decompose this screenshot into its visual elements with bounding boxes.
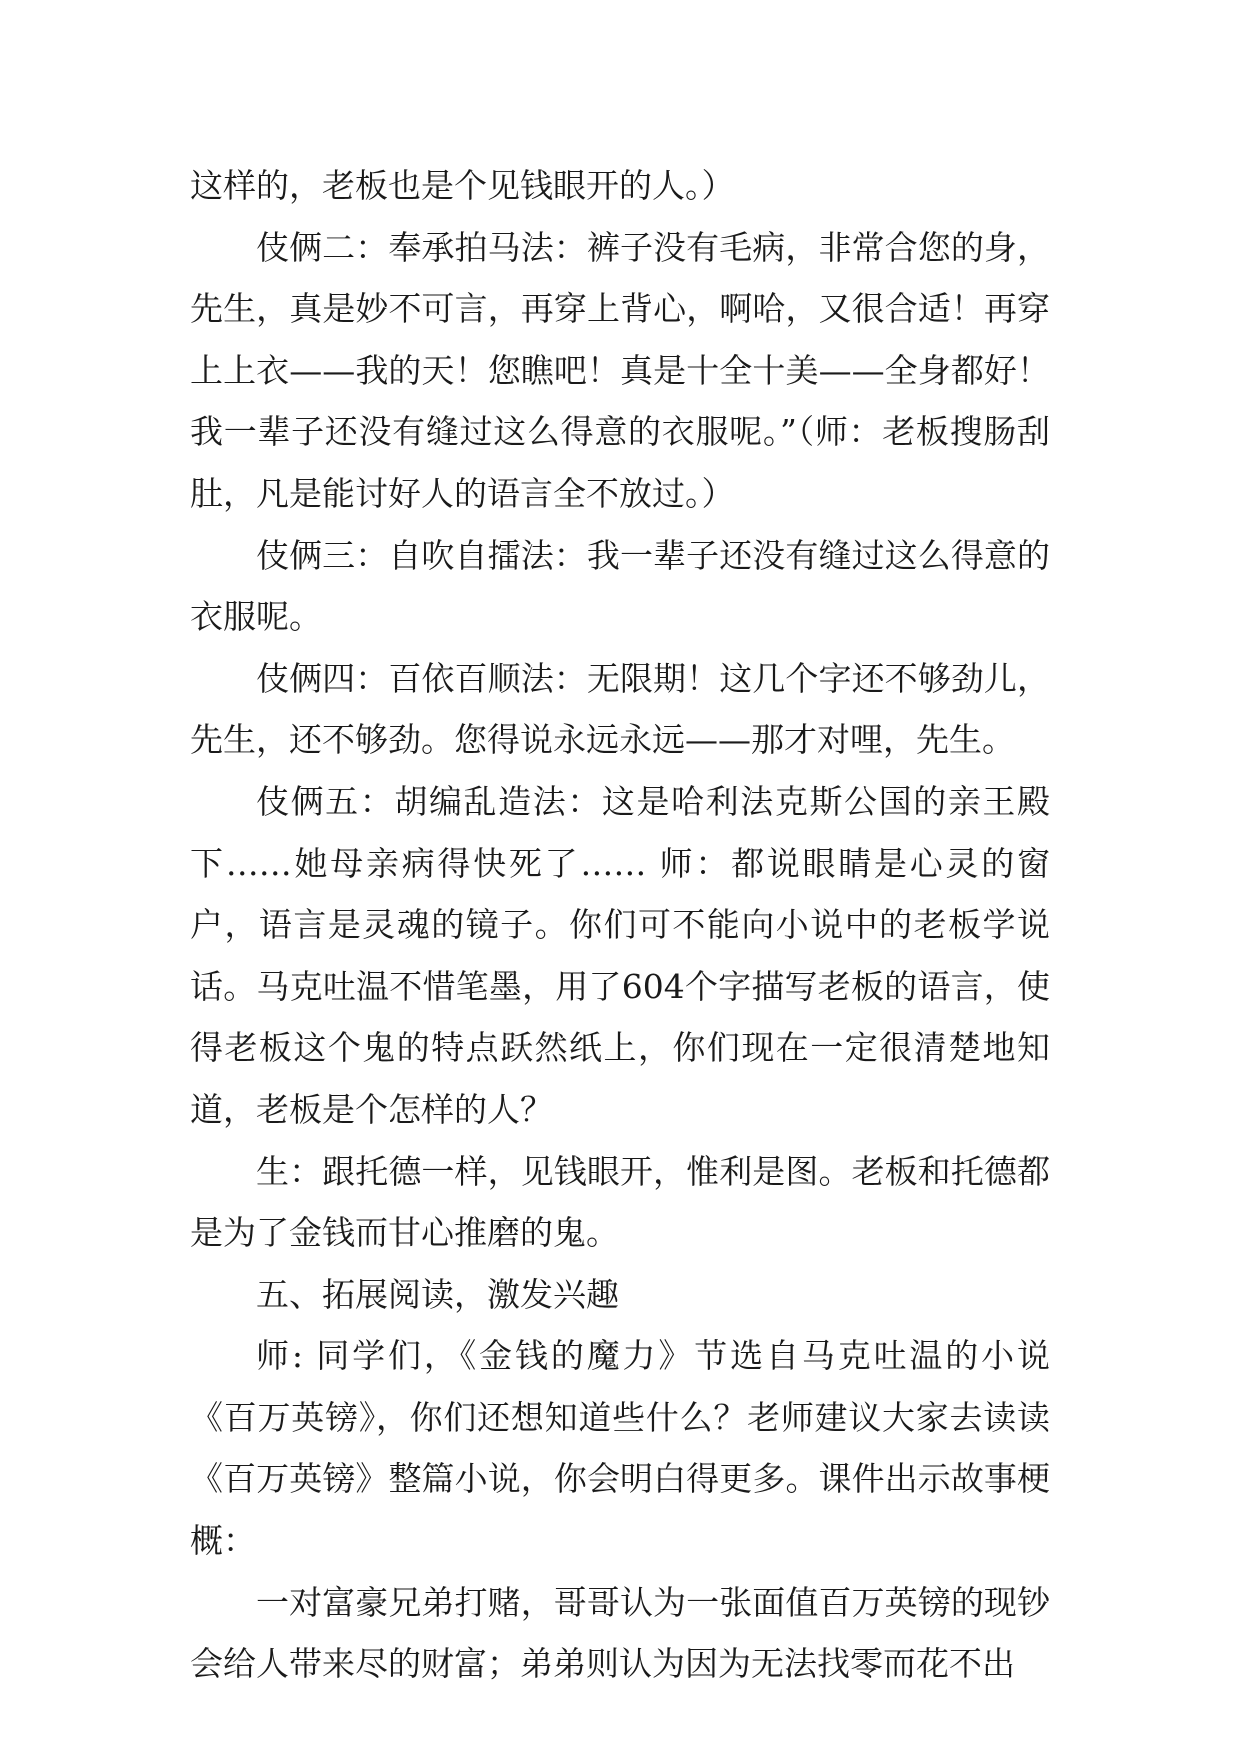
paragraph-continuation: 这样的，老板也是个见钱眼开的人。） [190,166,735,205]
paragraph-trick-four: 伎俩四：百依百顺法：无限期！这几个字还不够劲儿，先生，还不够劲。您得说永远永远——那才对哩，先生。 [190,658,1050,760]
paragraph-trick-five: 伎俩五：胡编乱造法：这是哈利法克斯公国的亲王殿下……她母亲病得快死了…… 师：都说眼睛是心灵的窗户，语言是灵魂的镜子。你们可不能向小说中的老板学说话。马克吐温不惜笔墨，用了604个字描写老板的语言，使得老板这个鬼的特点跃然纸上，你们现在一定很清楚地知道，老板是个怎样的人？ [190,781,1050,1129]
paragraph-trick-three: 伎俩三：自吹自擂法：我一辈子还没有缝过这么得意的衣服呢。 [190,535,1050,637]
paragraph-student-answer: 生：跟托德一样，见钱眼开，惟利是图。老板和托德都是为了金钱而甘心推磨的鬼。 [190,1151,1050,1253]
paragraph-story-summary: 一对富豪兄弟打赌，哥哥认为一张面值百万英镑的现钞会给人带来尽的财富；弟弟则认为因为无法找零而花不出 [190,1582,1050,1684]
paragraph-trick-two: 伎俩二：奉承拍马法：裤子没有毛病，非常合您的身，先生，真是妙不可言，再穿上背心，啊哈，又很合适！再穿上上衣——我的天！您瞧吧！真是十全十美——全身都好！我一辈子还没有缝过这么得意的衣服呢。”（师：老板搜肠刮肚，凡是能讨好人的语言全不放过。） [190,227,1050,513]
section-heading: 五、拓展阅读，激发兴趣 [256,1274,619,1314]
paragraph-teacher-suggestion: 师: 同学们，《金钱的魔力》节选自马克吐温的小说《百万英镑》，你们还想知道些什么？老师建议大家去读读《百万英镑》整篇小说，你会明白得更多。课件出示故事梗概： [190,1336,1050,1561]
document-body [190,155,1050,1695]
